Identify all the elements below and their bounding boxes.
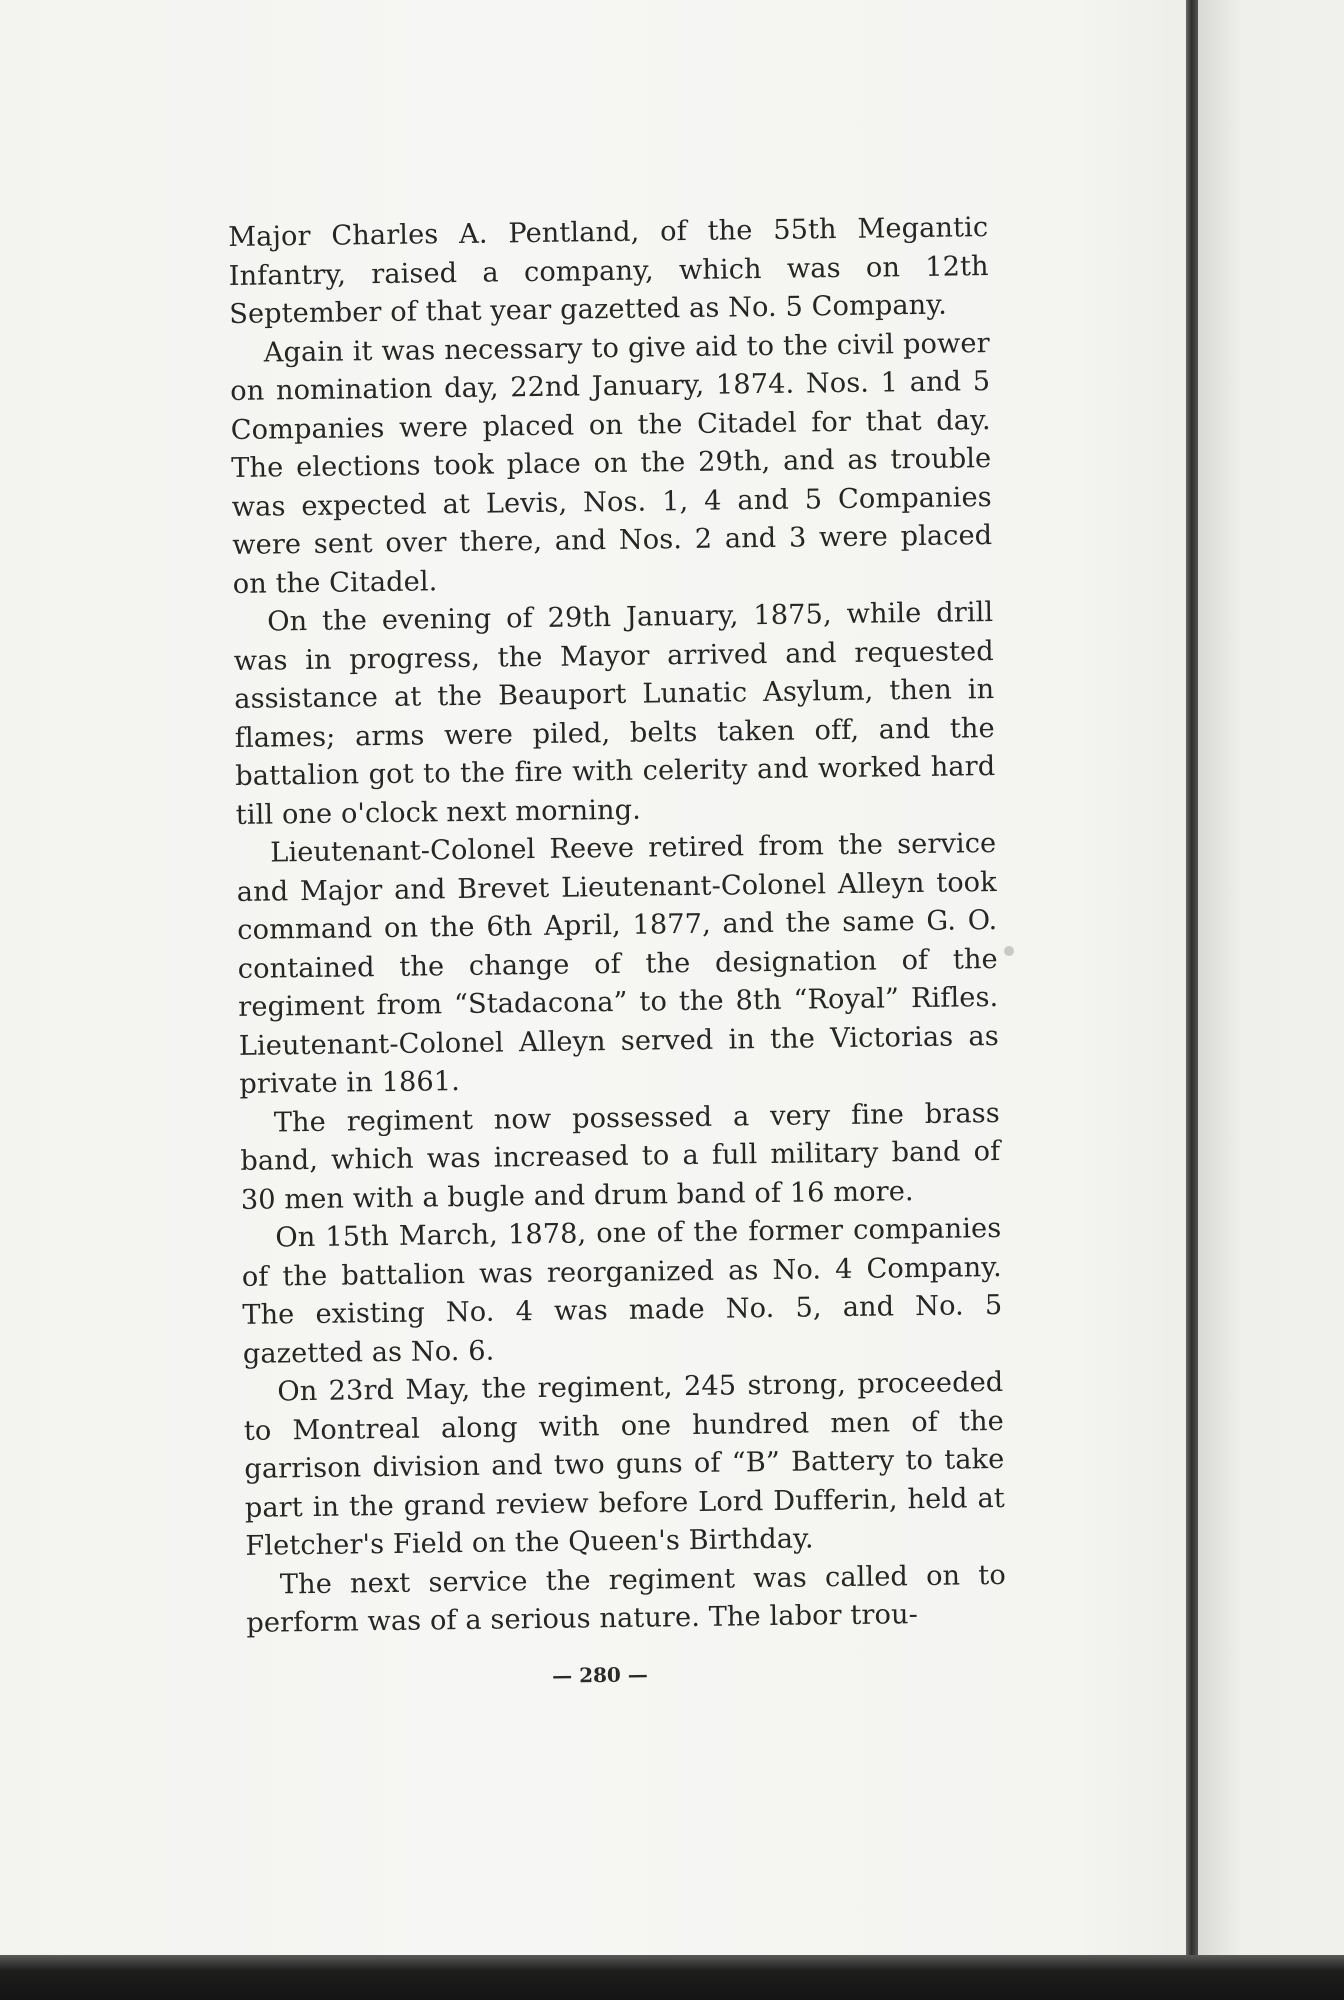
paper-speck [1004, 946, 1014, 956]
paragraph-reorganized-company: On 15th March, 1878, one of the former companies of the battalion was reorganized as No. 4 Company. The existing No. 4 was made No. 5, and No. 5 gazetted as No. 6. [241, 1212, 1003, 1370]
page-number: — 280 — [552, 1662, 648, 1688]
book-gutter-shadow [1186, 0, 1198, 1980]
paragraph-reeve-retired: Lieutenant-Colonel Reeve retired from the service and Major and Brevet Lieutenant-Colonel Alleyn took command on the 6th April, 1877, and the same G. O. contained the change of the designation of the regiment from “Stadacona” to the 8th “Royal” Rifles. Lieutenant-Colonel Alleyn served in the Victorias as private in 1861. [236, 827, 999, 1100]
body-text [228, 209, 1007, 1643]
paragraph-nomination-day: Again it was necessary to give aid to the civil power on nomination day, 22nd January, 1874. Nos. 1 and 5 Companies were placed on the Citadel for that day. The elections took place on the 29th, and as trouble was expected at Levis, Nos. 1, 4 and 5 Companies were sent over there, and Nos. 2 and 3 were placed on the Citadel. [230, 327, 993, 600]
scan-bottom-border [0, 1955, 1344, 2000]
paragraph-pentland-company: Major Charles A. Pentland, of the 55th Megantic Infantry, raised a company, which was on 12th September of that year gazetted as No. 5 Company. [228, 212, 989, 330]
paragraph-beauport-fire: On the evening of 29th January, 1875, while drill was in progress, the Mayor arrived and requested assistance at the Beauport Lunatic Asylum, then in flames; arms were piled, belts taken off, and the battalion got to the fire with celerity and worked hard till one o'clock next morning. [233, 597, 996, 831]
facing-page-edge [1198, 0, 1344, 1965]
paragraph-brass-band: The regiment now possessed a very fine brass band, which was increased to a full military band of 30 men with a bugle and drum band of 16 more. [240, 1097, 1001, 1216]
paragraph-labor-trouble: The next service the regiment was called on to perform was of a serious nature. The labor trou- [246, 1559, 1007, 1639]
paragraph-montreal-review: On 23rd May, the regiment, 245 strong, proceeded to Montreal along with one hundred men of the garrison division and two guns of “B” Battery to take part in the grand review before Lord Dufferin, held at Fletcher's Field on the Queen's Birthday. [243, 1366, 1006, 1562]
